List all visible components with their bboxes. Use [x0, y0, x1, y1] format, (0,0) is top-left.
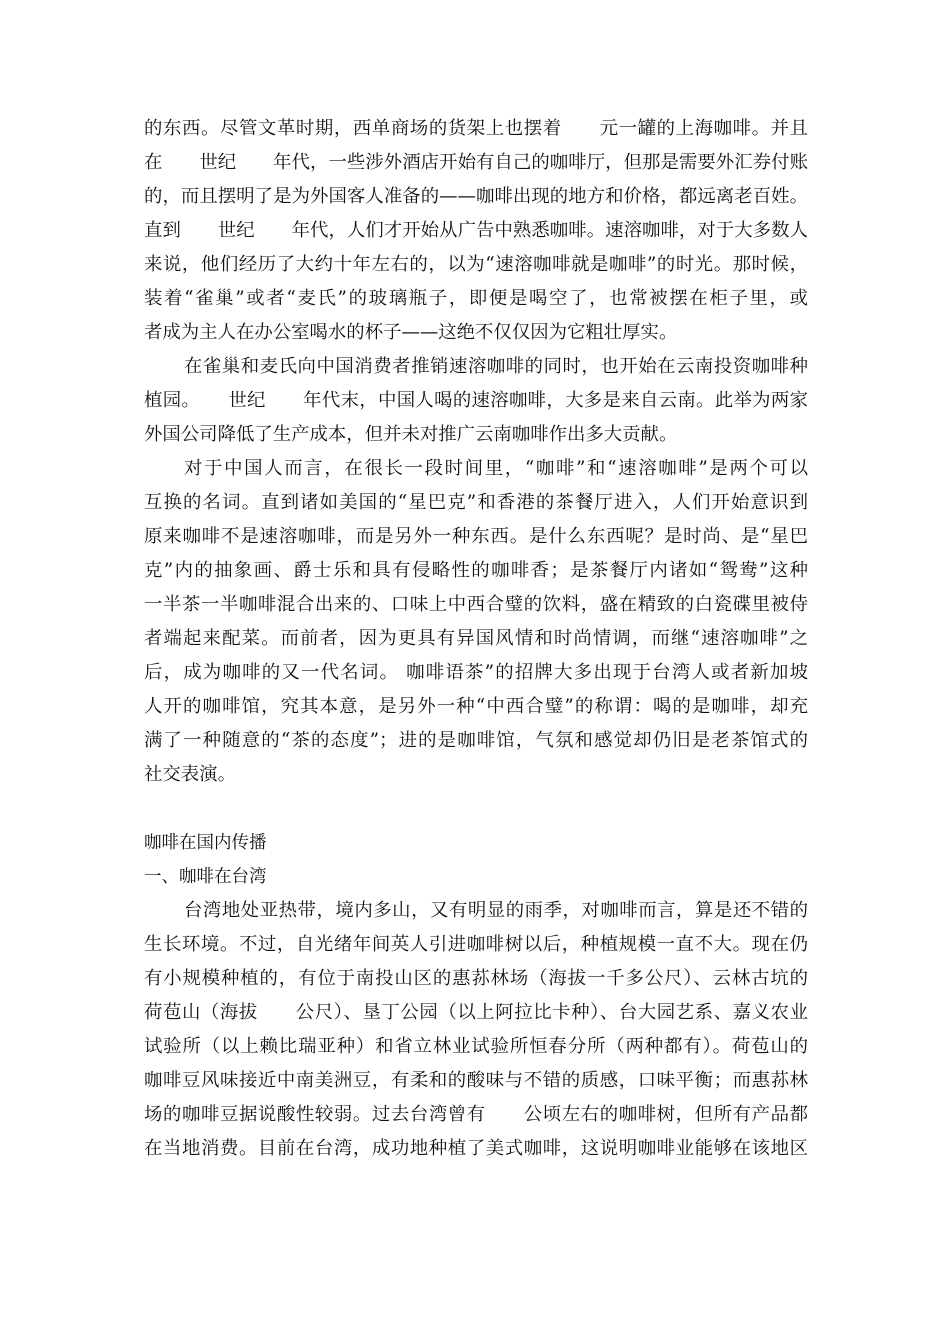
text-line: 的，而且摆明了是为外国客人准备的——咖啡出现的地方和价格，都远离老百姓。: [144, 186, 808, 207]
text-line: 装着“雀巢”或者“麦氏”的玻璃瓶子，即便是喝空了，也常被摆在柜子里，或: [144, 288, 808, 309]
text-line: 在当地消费。目前在台湾，成功地种植了美式咖啡，这说明咖啡业能够在该地区: [144, 1138, 808, 1159]
text-line: 原来咖啡不是速溶咖啡，而是另外一种东西。是什么东西呢？是时尚、是“星巴: [144, 526, 808, 547]
text-line: 场的咖啡豆据说酸性较弱。过去台湾曾有 公顷左右的咖啡树，但所有产品都: [144, 1104, 808, 1125]
paragraph-1: [144, 112, 808, 350]
spacer: [144, 792, 808, 826]
text-line: 对于中国人而言，在很长一段时间里，“咖啡”和“速溶咖啡”是两个可以: [184, 458, 808, 479]
text-line: 外国公司降低了生产成本，但并未对推广云南咖啡作出多大贡献。: [144, 424, 678, 445]
section-title: 咖啡在国内传播: [144, 833, 267, 853]
text-line: 试验所（以上赖比瑞亚种）和省立林业试验所恒春分所（两种都有）。荷苞山的: [144, 1036, 808, 1057]
text-line: 在雀巢和麦氏向中国消费者推销速溶咖啡的同时，也开始在云南投资咖啡种: [184, 356, 808, 377]
paragraph-2: [144, 350, 808, 452]
text-line: 者端起来配菜。而前者，因为更具有异国风情和时尚情调，而继“速溶咖啡”之: [144, 628, 808, 649]
text-line: 满了一种随意的“茶的态度”；进的是咖啡馆，气氛和感觉却仍旧是老茶馆式的: [144, 730, 808, 751]
text-line: 荷苞山（海拔 公尺）、垦丁公园（以上阿拉比卡种）、台大园艺系、嘉义农业: [144, 1002, 808, 1023]
document-page: [144, 112, 808, 1166]
text-line: 在 世纪 年代，一些涉外酒店开始有自己的咖啡厅，但那是需要外汇券付账: [144, 152, 808, 173]
paragraph-3: [144, 452, 808, 792]
text-line: 人开的咖啡馆，究其本意，是另外一种“中西合璧”的称谓：喝的是咖啡，却充: [144, 696, 808, 717]
text-line: 台湾地处亚热带，境内多山，又有明显的雨季，对咖啡而言，算是还不错的: [184, 900, 808, 921]
text-line: 互换的名词。直到诸如美国的“星巴克”和香港的茶餐厅进入，人们开始意识到: [144, 492, 808, 513]
subsection-title: 一、咖啡在台湾: [144, 867, 267, 887]
text-line: 者成为主人在办公室喝水的杯子——这绝不仅仅因为它粗壮厚实。: [144, 322, 678, 343]
text-line: 生长环境。不过，自光绪年间英人引进咖啡树以后，种植规模一直不大。现在仍: [144, 934, 808, 955]
text-line: 一半茶一半咖啡混合出来的、口味上中西合璧的饮料，盛在精致的白瓷碟里被侍: [144, 594, 808, 615]
paragraph-taiwan: [144, 894, 808, 1166]
text-line: 直到 世纪 年代，人们才开始从广告中熟悉咖啡。速溶咖啡，对于大多数人: [144, 220, 808, 241]
text-line: 后，成为咖啡的又一代名词。 咖啡语茶”的招牌大多出现于台湾人或者新加坡: [144, 662, 808, 683]
text-line: 社交表演。: [144, 764, 236, 785]
text-line: 咖啡豆风味接近中南美洲豆，有柔和的酸味与不错的质感，口味平衡；而惠荪林: [144, 1070, 808, 1091]
text-line: 植园。 世纪 年代末，中国人喝的速溶咖啡，大多是来自云南。此举为两家: [144, 390, 808, 411]
text-line: 有小规模种植的，有位于南投山区的惠荪林场（海拔一千多公尺）、云林古坑的: [144, 968, 808, 989]
text-line: 克”内的抽象画、爵士乐和具有侵略性的咖啡香；是茶餐厅内诸如“鸳鸯”这种: [144, 560, 808, 581]
text-line: 来说，他们经历了大约十年左右的，以为“速溶咖啡就是咖啡”的时光。那时候，: [144, 254, 808, 275]
text-line: 的东西。尽管文革时期，西单商场的货架上也摆着 元一罐的上海咖啡。并且: [144, 118, 808, 139]
